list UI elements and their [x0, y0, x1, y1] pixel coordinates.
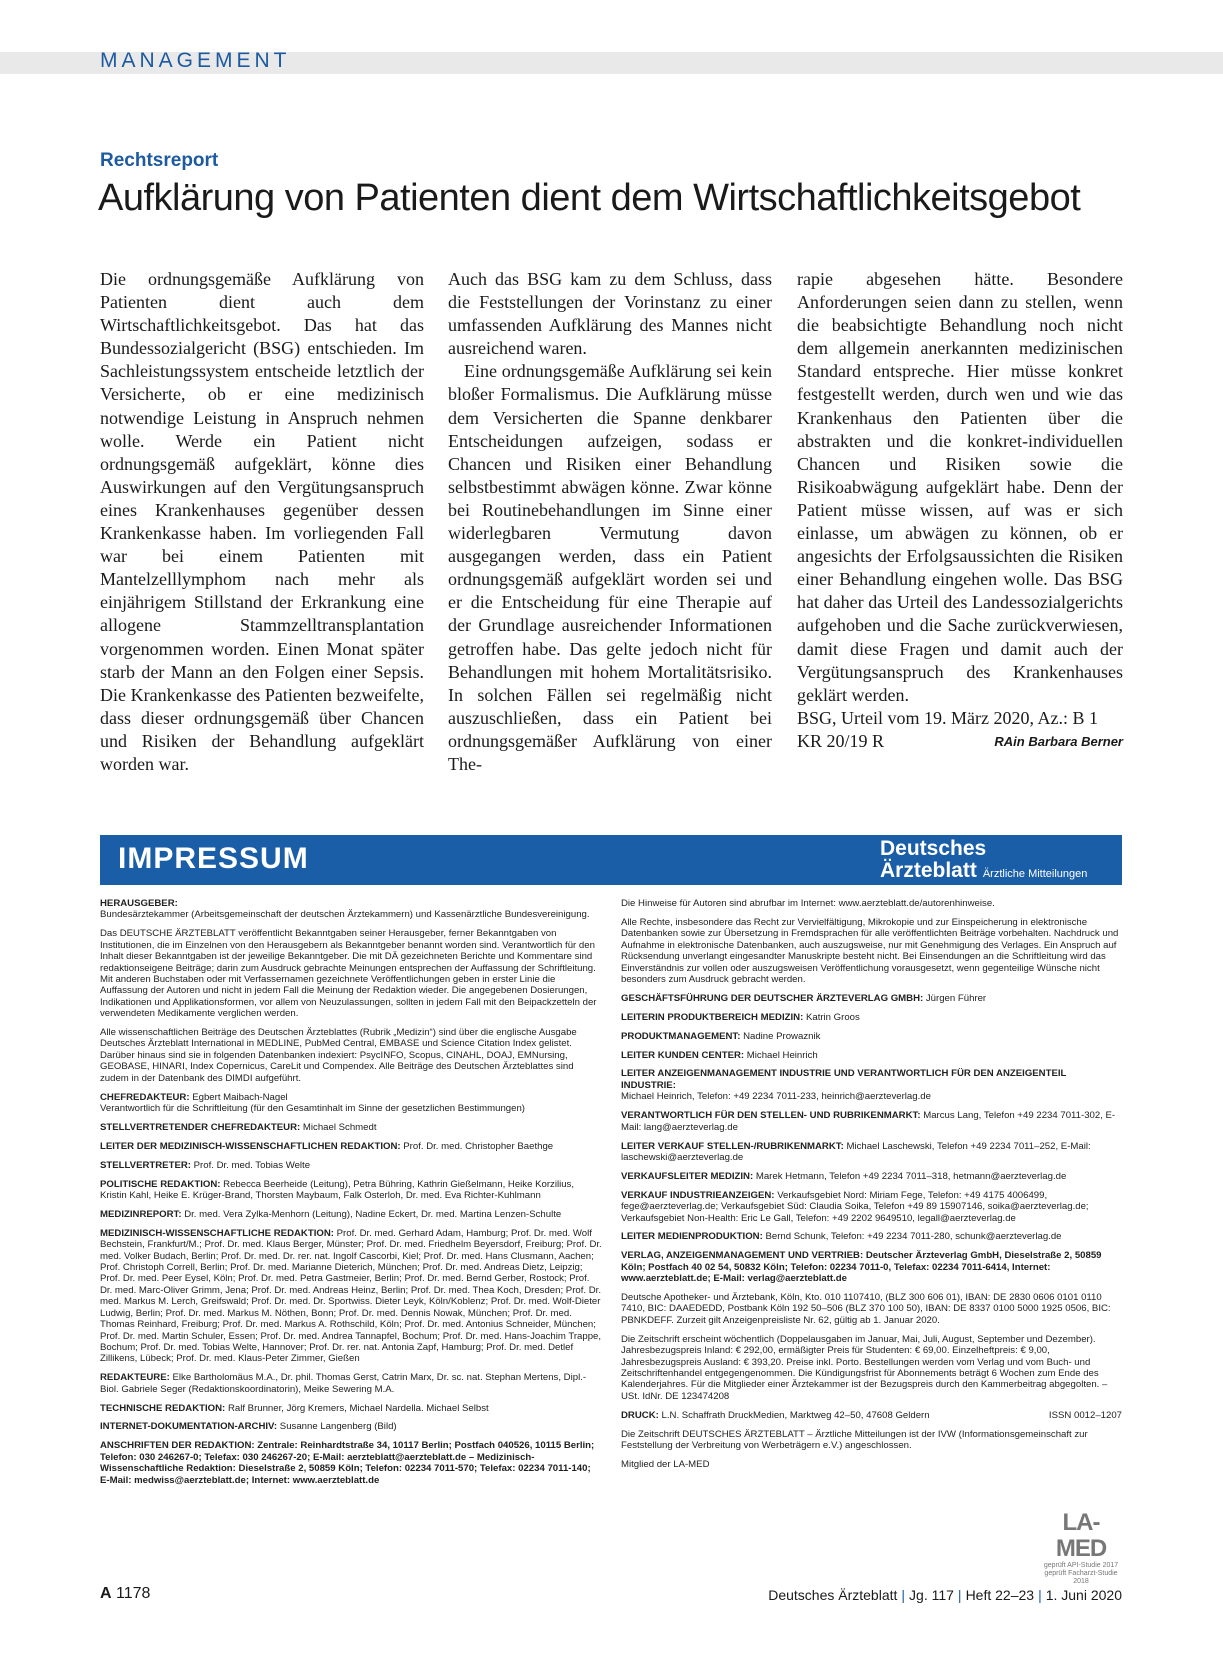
impressum-entry: [100, 1403, 602, 1414]
impressum-entry: [621, 917, 1122, 985]
impressum-label: LEITER DER MEDIZINISCH-WISSENSCHAFTLICHEN REDAKTION:: [100, 1140, 401, 1152]
impressum-text: Michael Schmedt: [302, 1121, 377, 1133]
impressum-text: Verantwortlich für die Schriftleitung (für den Gesamtinhalt im Sinne der gesetzlichen Bestimmungen): [100, 1103, 525, 1114]
impressum-label: DRUCK:: [621, 1409, 659, 1421]
impressum-text: Michael Heinrich: [746, 1049, 818, 1061]
article-paragraph: Die ordnungsgemäße Aufklärung von Patienten dient auch dem Wirtschaftlichkeitsgebot. Das hat das Bundessozialgericht (BSG) entschieden. Im Sachleistungssystem entscheide letztlich der Versicherte, ob er eine medizinisch notwendige Leistung in Anspruch nehmen wolle. Werde ein Patient nicht ordnungsgemäß aufgeklärt, könne dies Auswirkungen auf den Vergütungsanspruch eines Krankenhauses gegenüber dessen Krankenkasse haben. Im vorliegenden Fall war bei einem Patienten mit Mantelzelllymphom nach mehr als einjährigem Stillstand der Erkrankung eine allogene Stammzelltransplantation vorgenommen worden. Einen Monat später starb der Mann an den Folgen einer Sepsis. Die Krankenkasse des Patienten bezweifelte, dass dieser ordnungsgemäß über Chancen und Risiken der Behandlung aufgeklärt worden war.: [100, 269, 424, 774]
impressum-entry: [100, 1209, 602, 1220]
article-kicker: Rechtsreport: [100, 150, 219, 171]
impressum-left-column: [100, 898, 602, 1493]
impressum-text: Michael Heinrich, Telefon: +49 2234 7011-233, heinrich@aerzteverlag.de: [621, 1091, 931, 1103]
impressum-label: VERKAUF INDUSTRIEANZEIGEN:: [621, 1189, 775, 1201]
impressum-entry: [100, 1160, 602, 1171]
impressum-label: VERANTWORTLICH FÜR DEN STELLEN- UND RUBRIKENMARKT:: [621, 1110, 921, 1122]
impressum-label: LEITER VERKAUF STELLEN-/RUBRIKENMARKT:: [621, 1140, 844, 1152]
impressum-label: GESCHÄFTSFÜHRUNG DER DEUTSCHER ÄRZTEVERLAG GMBH:: [621, 992, 924, 1004]
la-med-badge: [1040, 1510, 1122, 1586]
deutsches-aerzteblatt-logo: [880, 838, 1120, 882]
impressum-entry: [621, 1292, 1122, 1326]
impressum-label: MEDIZINISCH-WISSENSCHAFTLICHE REDAKTION:: [100, 1227, 334, 1239]
impressum-label: TECHNISCHE REDAKTION:: [100, 1402, 226, 1414]
impressum-text: Mitglied der LA-MED: [621, 1458, 710, 1470]
impressum-text: Die Zeitschrift DEUTSCHES ÄRZTEBLATT – Ärztliche Mitteilungen ist der IVW (Informationsgemeinschaft zur Feststellung der Verbreitung von Werbeträgern e.V.) angeschlossen.: [621, 1428, 1088, 1452]
impressum-label: PRODUKTMANAGEMENT:: [621, 1030, 741, 1042]
logo-subtitle: Ärztliche Mitteilungen: [982, 868, 1088, 880]
article-paragraph: Auch das BSG kam zu dem Schluss, dass die Feststellungen der Vorinstanz zu einer umfassenden Aufklärung des Mannes nicht ausreichend waren.: [448, 269, 772, 359]
issue: Heft 22–23: [965, 1587, 1035, 1603]
impressum-entry: [100, 1122, 602, 1133]
impressum-label: STELLVERTRETER:: [100, 1159, 191, 1171]
impressum-label: REDAKTEURE:: [100, 1372, 170, 1384]
impressum-title: IMPRESSUM: [118, 842, 309, 875]
impressum-entry: [621, 1250, 1122, 1284]
la-med-logo: LA-MED: [1055, 1509, 1107, 1562]
page-number-value: 1178: [116, 1585, 151, 1602]
impressum-text: Alle wissenschaftlichen Beiträge des Deutschen Ärzteblattes (Rubrik „Medizin“) sind über die englische Ausgabe Deutsches Ärzteblatt International in MEDLINE, PubMed Central, EMBASE und Science Citation Index gelistet. Darüber hinaus sind sie in folgenden Datenbanken indexiert: PsycINFO, Scopus, CINAHL, DOAJ, EMNursing, GEOBASE, HINARI, Index Copernicus, CareLit und Compendex. Alle Beiträge des Deutschen Ärzteblattes sind zudem in der Datenbank des DIMDI aufgeführt.: [100, 1027, 577, 1084]
impressum-label: LEITERIN PRODUKTBEREICH MEDIZIN:: [621, 1011, 804, 1023]
impressum-entry: [100, 928, 602, 1019]
impressum-label: LEITER ANZEIGENMANAGEMENT INDUSTRIE UND VERANTWORTLICH FÜR DEN ANZEIGENTEIL INDUSTRIE:: [621, 1068, 1067, 1091]
impressum-entry: [621, 1050, 1122, 1061]
logo-line-2: Ärzteblatt: [880, 859, 977, 882]
impressum-text: Jürgen Führer: [925, 992, 987, 1004]
impressum-text: Marcus Lang, Telefon +49 2234 7011-302, E-Mail: lang@aerzteverlag.de: [621, 1110, 1116, 1133]
logo-line-1: Deutsches: [880, 837, 987, 860]
impressum-text: Michael Laschewski, Telefon +49 2234 7011–252, E-Mail: laschewski@aerzteverlag.de: [621, 1140, 1091, 1163]
la-med-note: geprüft API-Studie 2017: [1043, 1562, 1119, 1569]
impressum-label: CHEFREDAKTEUR:: [100, 1091, 190, 1103]
impressum-entry: [100, 1372, 602, 1395]
impressum-text: Deutsche Apotheker- und Ärztebank, Köln, Kto. 010 1107410, (BLZ 300 606 01), IBAN: DE 2830 0606 0101 0110 7410, BIC: DAAEDEDD, Postbank Köln 192 50–506 (BLZ 370 100 50), IBAN: DE 8337 0100 5000 1925 0506, BIC: PBNKDEFF. Zurzeit gilt Anzeigenpreisliste Nr. 62, gültig ab 1. Januar 2020.: [621, 1292, 1111, 1326]
date: 1. Juni 2020: [1045, 1587, 1122, 1603]
impressum-entry: [100, 898, 602, 921]
impressum-entry: [100, 1141, 602, 1152]
impressum-text: Susanne Langenberg (Bild): [279, 1421, 397, 1433]
impressum-entry: [621, 1068, 1122, 1102]
article-citation: [797, 707, 1123, 753]
impressum-text: Die Hinweise für Autoren sind abrufbar im Internet: www.aerzteblatt.de/autorenhinweise.: [621, 898, 995, 909]
article-headline: Aufklärung von Patienten dient dem Wirtschaftlichkeitsgebot: [98, 177, 1081, 219]
journal-name: Deutsches Ärzteblatt: [768, 1587, 898, 1603]
impressum-text: Ralf Brunner, Jörg Kremers, Michael Nardella. Michael Selbst: [227, 1402, 489, 1414]
impressum-label: LEITER MEDIENPRODUKTION:: [621, 1231, 763, 1243]
impressum-text: Dr. med. Vera Zylka-Menhorn (Leitung), Nadine Eckert, Dr. med. Martina Lenzen-Schulte: [184, 1208, 562, 1220]
impressum-label: POLITISCHE REDAKTION:: [100, 1178, 221, 1190]
impressum-entry: [100, 1228, 602, 1365]
separator: |: [957, 1587, 962, 1603]
impressum-text: Verkaufsgebiet Nord: Miriam Fege, Telefon: +49 4175 4006499, fege@aerzteverlag.de; Verkaufsgebiet Süd: Claudia Soika, Telefon +49 89 15907146, soika@aerzteverlag.de; Verkaufsgebiet Non-Health: Eric Le Gall, Telefon: +49 2202 9649510, legall@aerzteverlag.de: [621, 1189, 1089, 1224]
impressum-right-column: [621, 898, 1122, 1478]
issue-info: [700, 1587, 1122, 1603]
impressum-label: STELLVERTRETENDER CHEFREDAKTEUR:: [100, 1121, 301, 1133]
impressum-entry: [621, 1171, 1122, 1182]
impressum-entry: [621, 898, 1122, 909]
impressum-entry: [621, 1012, 1122, 1023]
impressum-text: Prof. Dr. med. Tobias Welte: [193, 1159, 311, 1171]
la-med-note: geprüft Facharzt-Studie 2018: [1044, 1570, 1118, 1585]
impressum-entry: [621, 1429, 1122, 1452]
article-column-3: [797, 268, 1123, 753]
impressum-label: VERKAUFSLEITER MEDIZIN:: [621, 1170, 754, 1182]
impressum-text: Bernd Schunk, Telefon: +49 2234 7011-280, schunk@aerzteverlag.de: [765, 1231, 1062, 1243]
impressum-entry: [621, 1459, 1122, 1470]
citation-text: BSG, Urteil vom 19. März 2020, Az.: B 1 KR 20/19 R: [797, 707, 1098, 751]
impressum-text: Bundesärztekammer (Arbeitsgemeinschaft der deutschen Ärztekammern) und Kassenärztliche Bundesvereinigung.: [100, 909, 590, 921]
volume: Jg. 117: [909, 1587, 954, 1603]
impressum-text: Rebecca Beerheide (Leitung), Petra Bühring, Kathrin Gießelmann, Heike Korzilius, Kristin Kahl, Heike E. Krüger-Brand, Thorsten Maybaum, Falk Osterloh, Dr. med. Eva Richter-Kuhlmann: [100, 1178, 575, 1202]
impressum-entry: [100, 1440, 602, 1486]
impressum-entry: [621, 1231, 1122, 1242]
impressum-label: INTERNET-DOKUMENTATION-ARCHIV:: [100, 1421, 278, 1433]
impressum-entry: [100, 1092, 602, 1115]
page-number: [100, 1585, 150, 1603]
impressum-entry: [621, 1031, 1122, 1042]
separator: |: [901, 1587, 906, 1603]
author-signature: RAin Barbara Berner: [994, 733, 1123, 749]
impressum-label: LEITER KUNDEN CENTER:: [621, 1049, 745, 1061]
impressum-entry: [621, 1334, 1122, 1402]
impressum-text: Alle Rechte, insbesondere das Recht zur Vervielfältigung, Mikrokopie und zur Einspeicherung in elektronische Datenbanken sowie zur Übersetzung in Fremdsprachen für alle veröffentlichten Beiträge vorbehalten. Nachdruck und Aufnahme in elektronische Datenbanken, auch auszugsweise, nur mit Genehmigung des Verlages. Ein Anspruch auf Rücksendung unverlangt eingesandter Manuskripte besteht nicht. Bei Einsendungen an die Schriftleitung wird das Einverständnis zur vollen oder auszugsweisen Veröffentlichung vorausgesetzt, wenn gegenteilige Wünsche nicht besonders zum Ausdruck gebracht werden.: [621, 916, 1119, 985]
article-column-1: [100, 268, 424, 776]
impressum-entry: [621, 1110, 1122, 1133]
article-paragraph: rapie abgesehen hätte. Besondere Anforderungen seien dann zu stellen, wenn die beabsichtigte Behandlung noch nicht dem allgemein anerkannten medizinischen Standard entspreche. Hier müsse konkret festgestellt werden, durch wen und wie das Krankenhaus den Patienten über die abstrakten und die konkret-individuellen Chancen und Risiken sowie die Risikoabwägung aufgeklärt habe. Denn der Patient müsse wissen, auf was er sich einlasse, um abwägen zu können, ob er angesichts der Erfolgsaussichten die Risiken einer Behandlung eingehen wolle. Das BSG hat daher das Urteil des Landessozialgerichts aufgehoben und die Sache zurückverwiesen, damit diese Fragen und damit auch der Vergütungsanspruch des Krankenhauses geklärt werden.: [797, 269, 1123, 705]
impressum-label: ANSCHRIFTEN DER REDAKTION: Zentrale: Reinhardtstraße 34, 10117 Berlin; Postfach 040526, 10115 Berlin; Telefon: 030 246267-0; Telefax: 030 246267-20; E-Mail: aerzteblatt@aerzteblatt.de – Medizinisch-Wissenschaftliche Redaktion: Dieselstraße 2, 50859 Köln; Telefon: 02234 7011-570; Telefax: 02234 7011-140; E-Mail: medwiss@aerzteblatt.de; Internet: www.aerzteblatt.de: [100, 1440, 595, 1486]
impressum-entry: [100, 1179, 602, 1202]
impressum-entry: [100, 1421, 602, 1432]
impressum-text: Egbert Maibach-Nagel: [192, 1091, 288, 1103]
impressum-label: VERLAG, ANZEIGENMANAGEMENT UND VERTRIEB: Deutscher Ärzteverlag GmbH, Dieselstraße 2, 50859 Köln; Postfach 40 02 54, 50832 Köln; Telefon: 02234 7011-0, Telefax: 02234 7011-6414, Internet: www.aerzteblatt.de; E-Mail: verlag@aerzteblatt.de: [621, 1250, 1102, 1285]
page-prefix: A: [100, 1585, 112, 1602]
separator: |: [1038, 1587, 1042, 1603]
impressum-entry: [100, 1027, 602, 1084]
impressum-text: Prof. Dr. med. Gerhard Adam, Hamburg; Prof. Dr. med. Wolf Bechstein, Frankfurt/M.; Prof. Dr. med. Klaus Berger, Münster; Prof. Dr. med. Friedhelm Beyersdorf, Freiburg; Prof. Dr. med. Volker Budach, Berlin; Prof. Dr. med. Dr. rer. nat. Ingolf Cascorbi, Kiel; Prof. Dr. med. Hans Clusmann, Aachen; Prof. Christoph Correll, Berlin; Prof. Dr. med. Marianne Dieterich, München; Prof. Dr. med. Andreas Dietz, Leipzig; Prof. Dr. med. Peer Eysel, Köln; Prof. Dr. med. Petra Gastmeier, Berlin; Prof. Dr. med. Bernd Gerber, Rostock; Prof. Dr. med. Marc-Oliver Grimm, Jena; Prof. Dr. med. Andreas Heinz, Berlin; Prof. Dr. med. Thea Koch, Dresden; Prof. Dr. med. Markus M. Lerch, Greifswald; Prof. Dr. med. Dr. Sportwiss. Dieter Leyk, Köln/Koblenz; Prof. Dr. med. Wolf-Dieter Ludwig, Berlin; Prof. Dr. med. Markus M. Nöthen, Bonn; Prof. Dr. med. Dennis Nowak, München; Prof. Dr. med. Thomas Reinhard, Freiburg; Prof. Dr. med. Markus A. Rothschild, Köln; Prof. Dr. med. Antonius Schneider, München; Prof. Dr. med. Martin Schuler, Essen; Prof. Dr. med. Andrea Tannapfel, Bochum; Prof. Dr. med. Hans-Joachim Trappe, Bochum; Prof. Dr. med. Tobias Welte, Hannover; Prof. Dr. rer. nat. Antonia Zapf, Hamburg; Prof. Dr. med. Detlef Zillikens, Lübeck; Prof. Dr. med. Klaus-Peter Zimmer, Gießen: [100, 1227, 602, 1365]
impressum-text: Nadine Prowaznik: [743, 1030, 821, 1042]
impressum-text: L.N. Schaffrath DruckMedien, Marktweg 42–50, 47608 Geldern: [661, 1409, 930, 1421]
impressum-text: Elke Bartholomäus M.A., Dr. phil. Thomas Gerst, Catrin Marx, Dr. sc. nat. Stephan Mertens, Dipl.-Biol. Gabriele Seger (Redaktionskoordinatorin), Meike Sewering M.A.: [100, 1372, 587, 1395]
impressum-entry: [621, 1410, 1122, 1421]
impressum-text: Marek Hetmann, Telefon +49 2234 7011–318, hetmann@aerzteverlag.de: [755, 1170, 1067, 1182]
impressum-entry: [621, 993, 1122, 1004]
impressum-text: Katrin Groos: [805, 1011, 860, 1023]
impressum-entry: [621, 1190, 1122, 1224]
impressum-text: Das DEUTSCHE ÄRZTEBLATT veröffentlicht Bekanntgaben seiner Herausgeber, ferner Bekanntgaben von Institutionen, die im Einzelnen von den Herausgebern als Bekanntgeber benannt worden sind. Verantwortlich für den Inhalt dieser Bekanntgaben ist der jeweilige Bekanntgeber. Die mit DÄ gezeichneten Berichte und Kommentare sind redaktionseigene Beiträge; darin zum Ausdruck gebrachte Meinungen entsprechen der Auffassung der Schriftleitung. Mit anderen Buchstaben oder mit Verfassernamen gezeichnete Veröffentlichungen geben in erster Linie die Auffassung der Autoren und nicht in jedem Fall die Meinung der Redaktion wieder. Die angegebenen Dosierungen, Indikationen und Applikationsformen, vor allem von Neuzulassungen, sollten in jedem Fall mit den Beipackzetteln der verwendeten Medikamente verglichen werden.: [100, 928, 597, 1020]
article-paragraph: Eine ordnungsgemäße Aufklärung sei kein bloßer Formalismus. Die Aufklärung müsse dem Versicherten die Spanne denkbarer Entscheidungen aufzeigen, sodass er Chancen und Risiken einer Behandlung selbstbestimmt abwägen könne. Zwar könne bei Routinebehandlungen im Sinne einer widerlegbaren Vermutung davon ausgegangen werden, dass ein Patient ordnungsgemäß aufgeklärt worden sei und er die Entscheidung für eine Therapie auf der Grundlage ausreichender Informationen getroffen habe. Das gelte jedoch nicht für Behandlungen mit hohem Mortalitätsrisiko. In solchen Fällen sei regelmäßig nicht auszuschließen, dass ein Patient bei ordnungsgemäßer Aufklärung von einer The-: [448, 361, 772, 774]
section-label: MANAGEMENT: [100, 49, 291, 72]
issn: ISSN 0012–1207: [1048, 1409, 1122, 1421]
impressum-text: Prof. Dr. med. Christopher Baethge: [403, 1140, 554, 1152]
impressum-label: HERAUSGEBER:: [100, 898, 178, 909]
impressum-entry: [621, 1141, 1122, 1164]
impressum-text: Die Zeitschrift erscheint wöchentlich (Doppelausgaben im Januar, Mai, Juli, August, September und Dezember). Jahresbezugspreis Inland: € 292,00, ermäßigter Preis für Studenten: € 69,00. Einzelheftpreis: € 9,00, Jahresbezugspreis Ausland: € 393,20. Preise inkl. Porto. Bestellungen werden vom Verlag und vom Buch- und Zeitschriftenhandel entgegengenommen. Die Kündigungsfrist für Abonnements beträgt 6 Wochen zum Ende des Kalenderjahres. Für die Mitglieder einer Ärztekammer ist der Bezugspreis durch den Kammerbeitrag abgegolten. – USt. IdNr. DE 123474208: [621, 1333, 1108, 1402]
impressum-label: MEDIZINREPORT:: [100, 1208, 182, 1220]
article-column-2: [448, 268, 772, 776]
